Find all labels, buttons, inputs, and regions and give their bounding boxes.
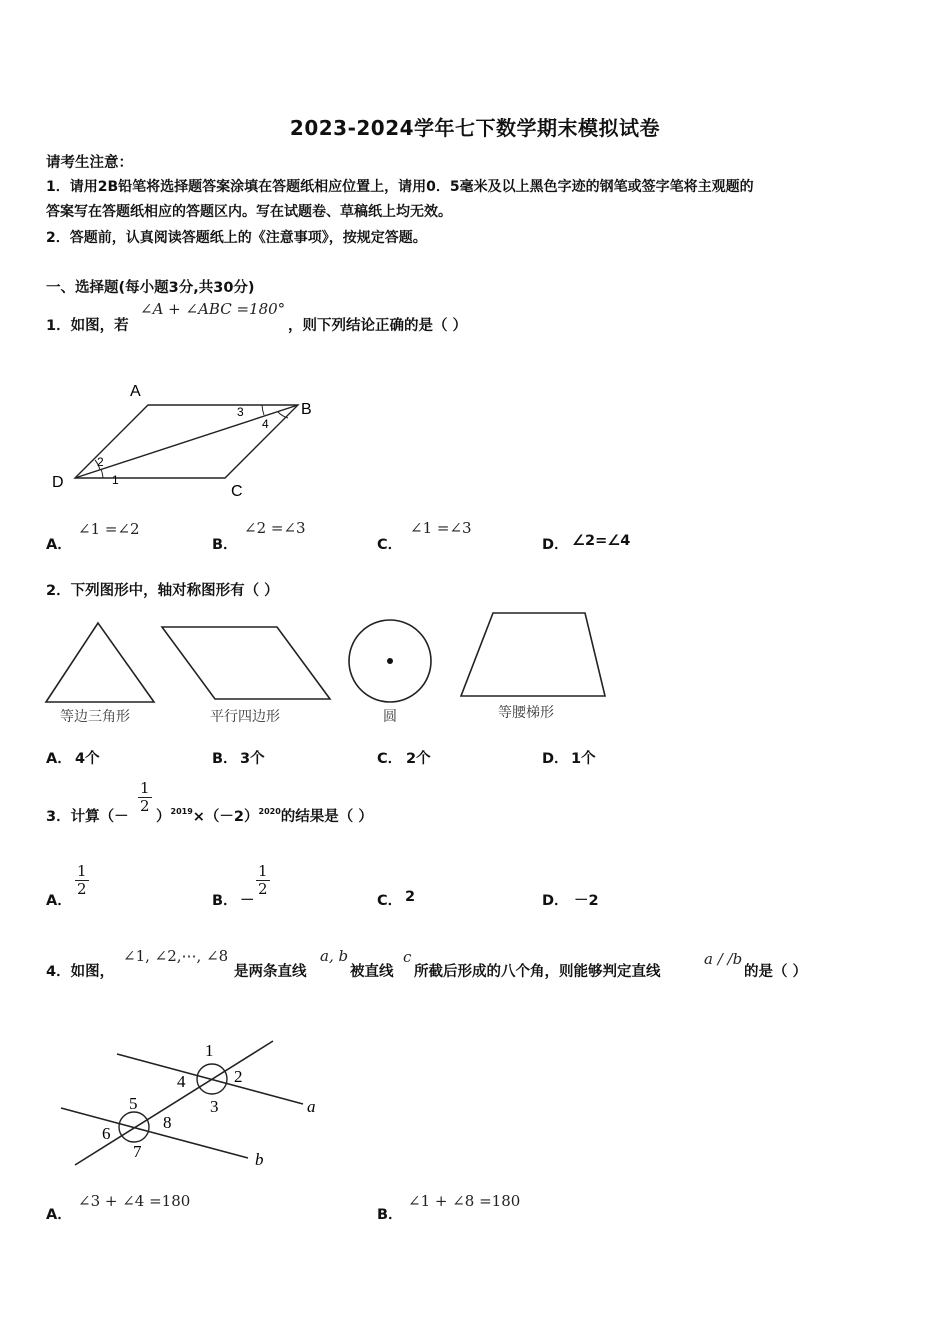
- q2-caption-circle: 圆: [383, 708, 397, 724]
- q2-option-d-letter: D．: [542, 751, 569, 767]
- q2-caption-triangle: 等边三角形: [60, 708, 130, 724]
- q4-angle-2: 2: [234, 1067, 243, 1086]
- q3-option-a-denominator: 2: [77, 880, 87, 898]
- q2-option-a-text: 4个: [75, 751, 100, 767]
- q2-option-a-letter: A．: [46, 751, 72, 767]
- q2-option-b-text: 3个: [240, 751, 265, 767]
- q4-option-b-text: ∠1 + ∠8 =180: [408, 1192, 521, 1210]
- q1-angle-4: 4: [262, 417, 269, 431]
- q1-formula: ∠A + ∠ABC =180°: [140, 300, 286, 318]
- q1-option-c-text: ∠1 =∠3: [410, 519, 472, 537]
- q1-label-C: C: [231, 483, 243, 500]
- q1-option-b-letter: B．: [212, 537, 238, 553]
- q3-option-a-fraction: [75, 863, 89, 898]
- q4-angles: ∠1, ∠2,⋯, ∠8: [123, 947, 229, 965]
- q4-line-c: c: [403, 948, 412, 966]
- q3-fraction: [138, 780, 152, 815]
- q4-line-b-label: b: [255, 1150, 264, 1169]
- q3-option-a-numerator: 1: [77, 862, 87, 880]
- q3-option-d-letter: D．: [542, 893, 569, 909]
- q3-option-d-text: －2: [574, 893, 599, 909]
- q2-option-d-text: 1个: [571, 751, 596, 767]
- q3-middle: ×（－2）: [192, 809, 259, 825]
- q1-option-b-text: ∠2 =∠3: [244, 519, 306, 537]
- q3-expression: [156, 805, 373, 826]
- q1-prefix: 1．如图，若: [46, 318, 129, 334]
- q4-option-a-letter: A．: [46, 1207, 72, 1223]
- q4-angle-8: 8: [163, 1113, 172, 1132]
- q4-text-3: 所截后形成的八个角，则能够判定直线: [414, 964, 661, 980]
- q2-caption-trapezoid: 等腰梯形: [498, 704, 554, 720]
- q4-option-a-text: ∠3 + ∠4 =180: [78, 1192, 191, 1210]
- q4-angle-1: 1: [205, 1041, 214, 1060]
- q4-text-2: 被直线: [350, 964, 394, 980]
- q1-angle-3: 3: [237, 405, 244, 419]
- q3-fraction-denominator: 2: [140, 797, 150, 815]
- section-heading: 一、选择题(每小题3分,共30分): [46, 280, 255, 296]
- q3-close-paren: ）: [156, 809, 171, 825]
- q1-option-a-text: ∠1 =∠2: [78, 520, 140, 538]
- q2-option-c-text: 2个: [406, 751, 431, 767]
- q1-angle-1: 1: [112, 473, 119, 487]
- q4-angle-5: 5: [129, 1094, 138, 1113]
- q3-option-b-letter: B．: [212, 893, 238, 909]
- q3-prefix: 3．计算（－: [46, 809, 129, 825]
- q4-prefix: 4．如图，: [46, 964, 115, 980]
- q4-lines-ab: a, b: [320, 947, 349, 965]
- q1-option-d-text: ∠2=∠4: [572, 533, 631, 549]
- q3-option-b-numerator: 1: [258, 862, 268, 880]
- q1-option-d-letter: D．: [542, 537, 569, 553]
- q3-suffix: 的结果是（ ）: [280, 809, 373, 825]
- q1-label-D: D: [52, 474, 64, 491]
- q3-option-c-text: 2: [405, 889, 416, 905]
- q2-shapes-figure: [40, 608, 620, 733]
- q4-transversal-figure: [55, 1035, 335, 1175]
- q2-caption-parallelogram: 平行四边形: [210, 708, 280, 724]
- q3-option-a-letter: A．: [46, 893, 72, 909]
- notice-line-2: 答案写在答题纸相应的答题区内。写在试题卷、草稿纸上均无效。: [46, 204, 452, 220]
- q3-option-b-fraction: [256, 863, 270, 898]
- notice-line-3: 2．答题前，认真阅读答题纸上的《注意事项》，按规定答题。: [46, 230, 427, 246]
- q1-label-B: B: [301, 401, 312, 418]
- q1-label-A: A: [130, 383, 141, 400]
- page-title: 2023-2024学年七下数学期末模拟试卷: [289, 116, 661, 140]
- q2-option-c-letter: C．: [377, 751, 403, 767]
- q3-option-b-sign: －: [240, 893, 255, 909]
- q1-option-a-letter: A．: [46, 537, 72, 553]
- notice-line-1: 1．请用2B铅笔将选择题答案涂填在答题纸相应位置上，请用0．5毫米及以上黑色字迹的钢笔或签字笔将主观题的: [46, 179, 754, 195]
- q3-exponent-1: 2019: [170, 807, 193, 816]
- q4-text-1: 是两条直线: [234, 964, 307, 980]
- q1-suffix: ，则下列结论正确的是（ ）: [288, 318, 468, 334]
- q1-option-c-letter: C．: [377, 537, 403, 553]
- q3-option-c-letter: C．: [377, 893, 403, 909]
- q2-option-b-letter: B．: [212, 751, 238, 767]
- q2-stem: 2．下列图形中，轴对称图形有（ ）: [46, 583, 279, 599]
- q1-angle-2: 2: [97, 455, 104, 469]
- q4-angle-4: 4: [177, 1072, 186, 1091]
- q3-option-b-denominator: 2: [258, 880, 268, 898]
- q4-angle-7: 7: [133, 1142, 142, 1161]
- q4-angle-3: 3: [210, 1097, 219, 1116]
- q4-text-4: 的是（ ）: [744, 964, 808, 980]
- q4-parallel: a / /b: [704, 950, 743, 968]
- q3-exponent-2: 2020: [258, 807, 281, 816]
- notice-heading: 请考生注意：: [46, 155, 133, 171]
- q4-line-a-label: a: [307, 1097, 316, 1116]
- q3-fraction-numerator: 1: [140, 779, 150, 797]
- q4-option-b-letter: B．: [377, 1207, 403, 1223]
- q4-angle-6: 6: [102, 1124, 111, 1143]
- q1-parallelogram-figure: [40, 370, 340, 505]
